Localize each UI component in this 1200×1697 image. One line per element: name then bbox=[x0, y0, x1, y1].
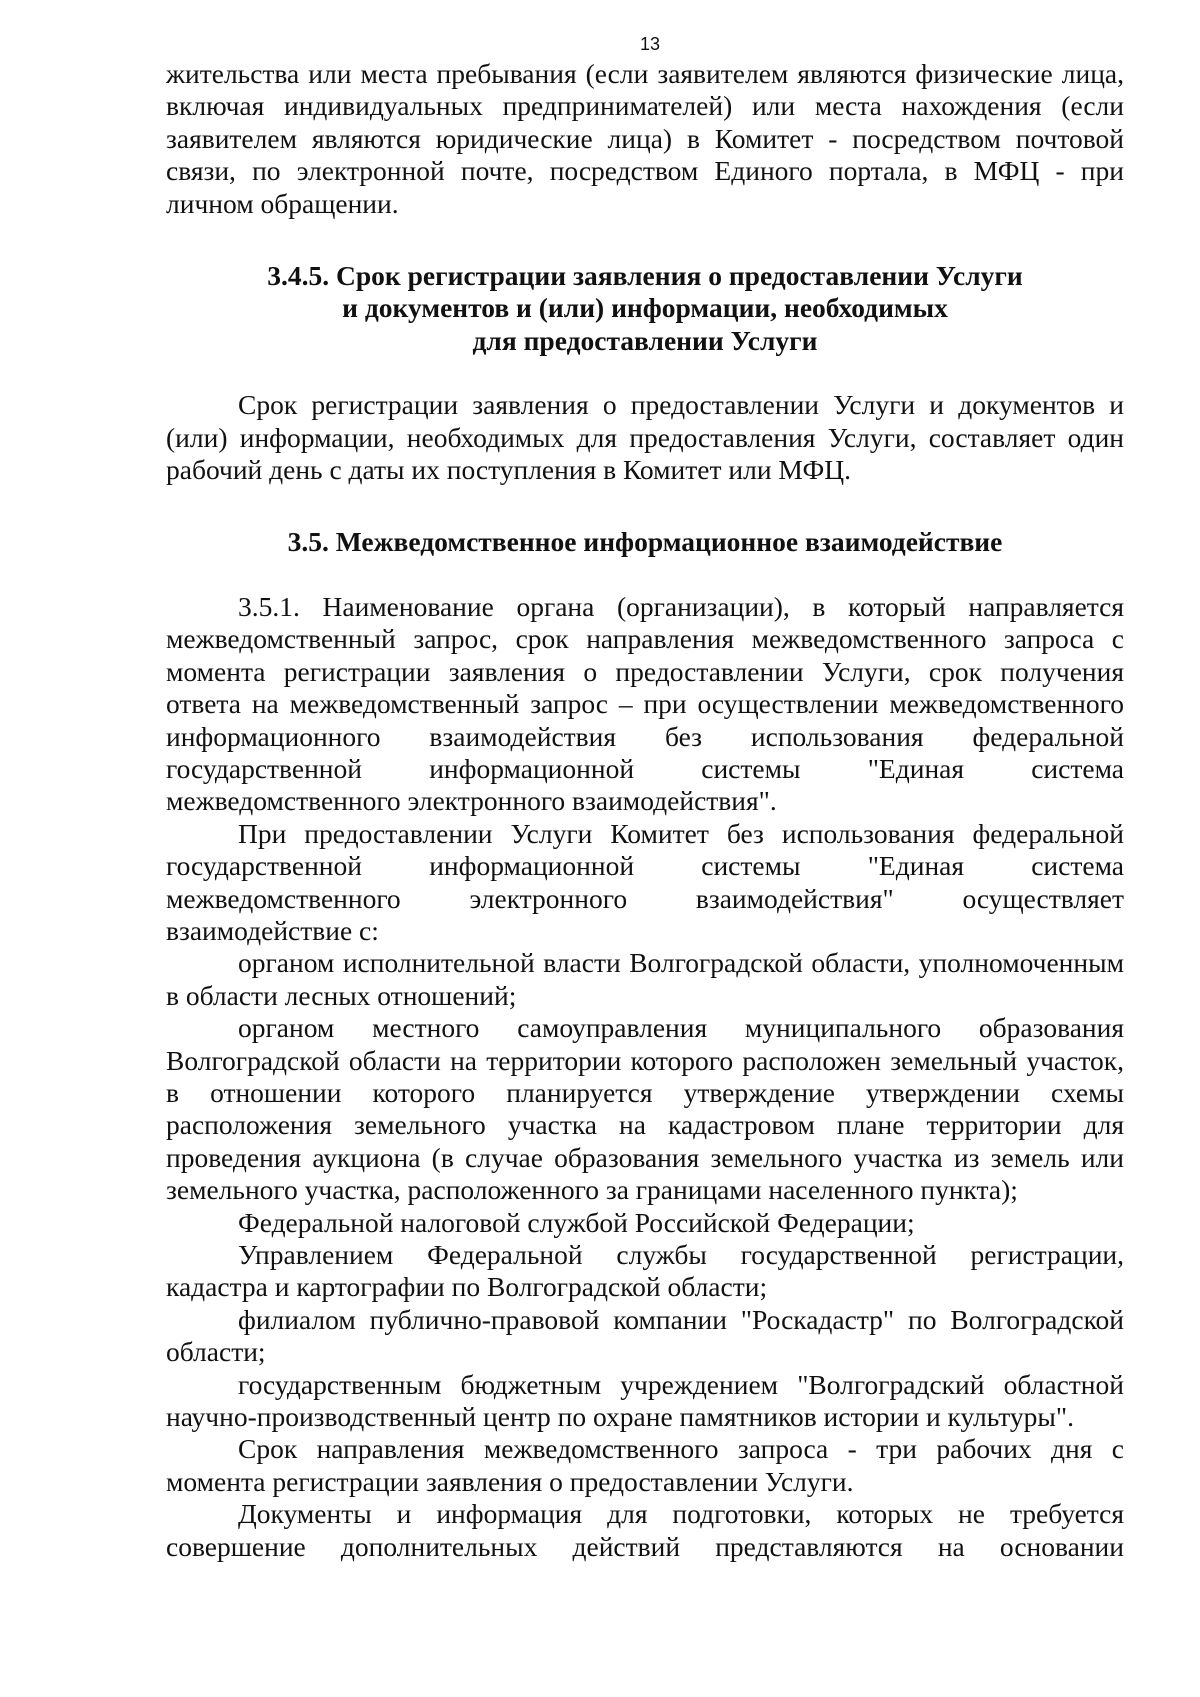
list-item-heritage-center: государственным бюджетным учреждением "Волгоградский областной научно-производственный центр по охране памятников истории и культуры". bbox=[166, 1368, 1124, 1433]
section-3-5-1-paragraph: 3.5.1. Наименование органа (организации), в который направляется межведомственный запрос, срок направления межведомственного запроса с момента регистрации заявления о предоставлении Услуги, срок получения ответа на межведомственный запрос – при осуществлении межведомственного информационного взаимодействия без использования федеральной государственной информационной системы "Единая система межведомственного электронного взаимодействия". bbox=[166, 590, 1124, 817]
intro-paragraph: жительства или места пребывания (если заявителем являются физические лица, включая индивидуальных предпринимателей) или места нахождения (если заявителем являются юридические лица) в Комитет - посредством почтовой связи, по электронной почте, посредством Единого портала, в МФЦ - при личном обращении. bbox=[166, 58, 1124, 219]
section-3-5-heading: 3.5. Межведомственное информационное взаимодействие bbox=[287, 526, 1003, 558]
section-3-4-5-heading bbox=[166, 260, 1124, 357]
list-item-local-government: органом местного самоуправления муниципального образования Волгоградской области на территории которого расположен земельный участок, в отношении которого планируется утверждение утверждении схемы расположения земельного участка на кадастровом плане территории для проведения аукциона (в случае образования земельного участка из земель или земельного участка, расположенного за границами населенного пункта); bbox=[166, 1012, 1124, 1206]
heading-line: 3.4.5. Срок регистрации заявления о предоставлении Услуги bbox=[267, 260, 1023, 292]
heading-line: для предоставлении Услуги bbox=[472, 324, 818, 356]
section-3-4-5-paragraph: Срок регистрации заявления о предоставлении Услуги и документов и (или) информации, необходимых для предоставления Услуги, составляет один рабочий день с даты их поступления в Комитет или МФЦ. bbox=[166, 389, 1124, 486]
document-page bbox=[166, 30, 1124, 1563]
documents-paragraph: Документы и информация для подготовки, которых не требуется совершение дополнительных действий представляются на основании bbox=[166, 1498, 1124, 1562]
list-item-tax-service: Федеральной налоговой службой Российской Федерации; bbox=[238, 1206, 915, 1238]
page-number: 13 bbox=[639, 34, 661, 54]
list-item-roskadastr: филиалом публично-правовой компании "Роскадастр" по Волгоградской области; bbox=[166, 1303, 1124, 1368]
request-deadline-paragraph: Срок направления межведомственного запроса - три рабочих дня с момента регистрации заявления о предоставлении Услуги. bbox=[166, 1433, 1124, 1497]
list-item-rosreestr: Управлением Федеральной службы государственной регистрации, кадастра и картографии по Волгоградской области; bbox=[166, 1239, 1124, 1303]
heading-line: и документов и (или) информации, необходимых bbox=[342, 292, 948, 324]
list-item-forestry-authority: органом исполнительной власти Волгоградской области, уполномоченным в области лесных отношений; bbox=[166, 947, 1124, 1011]
interaction-intro-paragraph: При предоставлении Услуги Комитет без использования федеральной государственной информационной системы "Единая система межведомственного электронного взаимодействия" осуществляет взаимодействие с: bbox=[166, 817, 1124, 946]
